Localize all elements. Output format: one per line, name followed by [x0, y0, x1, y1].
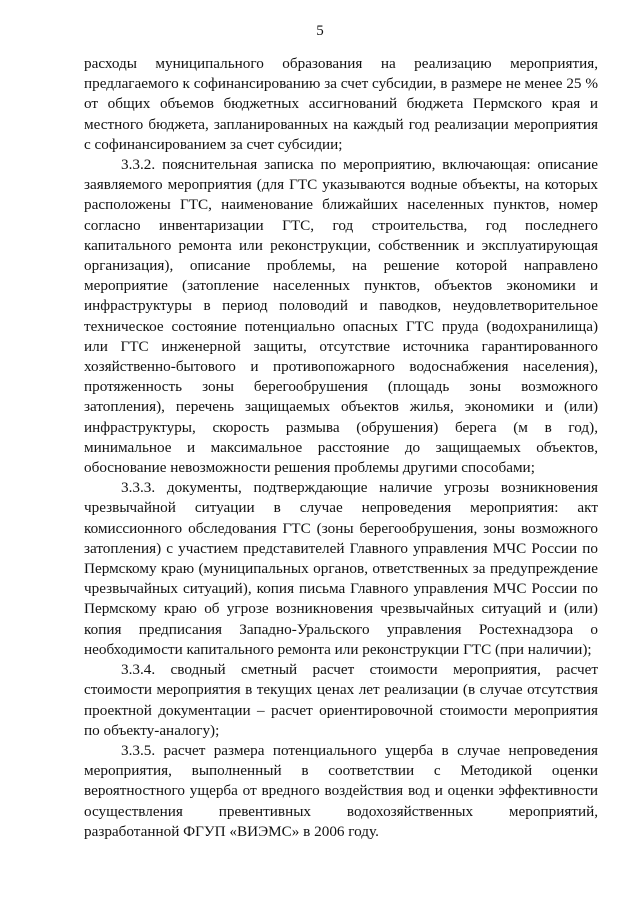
- paragraph-subsidy-expenses: расходы муниципального образования на реализацию мероприятия, предлагаемого к софинансированию за счет субсидии, в размере не менее 25 % от общих объемов бюджетных ассигнований бюджета Пермского края и местного бюджета, запланированных на каждый год реализации мероприятия с софинансированием за счет субсидии;: [84, 55, 598, 153]
- paragraph-3-3-4-cost-estimate: 3.3.4. сводный сметный расчет стоимости мероприятия, расчет стоимости мероприятия в текущих ценах лет реализации (в случае отсутствия проектной документации – расчет ориентировочной стоимости мероприятия по объекту-аналогу);: [84, 661, 598, 739]
- page-number: 5: [316, 23, 324, 39]
- paragraph-3-3-3-threat-documents: 3.3.3. документы, подтверждающие наличие угрозы возникновения чрезвычайной ситуации в случае непроведения мероприятия: акт комиссионного обследования ГТС (зоны берегообрушения, зоны возможного затопления) с участием представителей Главного управления МЧС России по Пермскому краю (муниципальных органов, ответственных за предупреждение чрезвычайных ситуаций), копия письма Главного управления МЧС России по Пермскому краю об угрозе возникновения чрезвычайных ситуаций и (или) копия предписания Западно-Уральского управления Ростехнадзора о необходимости капитального ремонта или реконструкции ГТС (при наличии);: [84, 479, 598, 658]
- document-body: [84, 54, 598, 842]
- paragraph-3-3-5-damage-calculation: 3.3.5. расчет размера потенциального ущерба в случае непроведения мероприятия, выполненный в соответствии с Методикой оценки вероятностного ущерба от вредного воздействия вод и оценки эффективности осуществления превентивных водохозяйственных мероприятий, разработанной ФГУП «ВИЭМС» в 2006 году.: [84, 741, 598, 840]
- paragraph-3-3-2-explanatory-note: 3.3.2. пояснительная записка по мероприятию, включающая: описание заявляемого мероприятия (для ГТС указываются водные объекты, на которых расположены ГТС, наименование ближайших населенных пунктов, номер согласно инвентаризации ГТС, год строительства, год последнего капитального ремонта или реконструкции, собственник и эксплуатирующая организация), описание проблемы, на решение которой направлено мероприятие (затопление населенных пунктов, объектов экономики и инфраструктуры в период половодий и паводков, неудовлетворительное техническое состояние потенциально опасных ГТС пруда (водохранилища) или ГТС инженерной защиты, отсутствие источника гарантированного хозяйственно-бытового и противопожарного водоснабжения населения), протяженность зоны берегообрушения (площадь зоны возможного затопления), перечень защищаемых объектов жилья, экономики и (или) инфраструктуры, скорость размыва (обрушения) берега (м в год), минимальное и максимальное расстояние до защищаемых объектов, обоснование невозможности решения проблемы другими способами;: [84, 156, 598, 477]
